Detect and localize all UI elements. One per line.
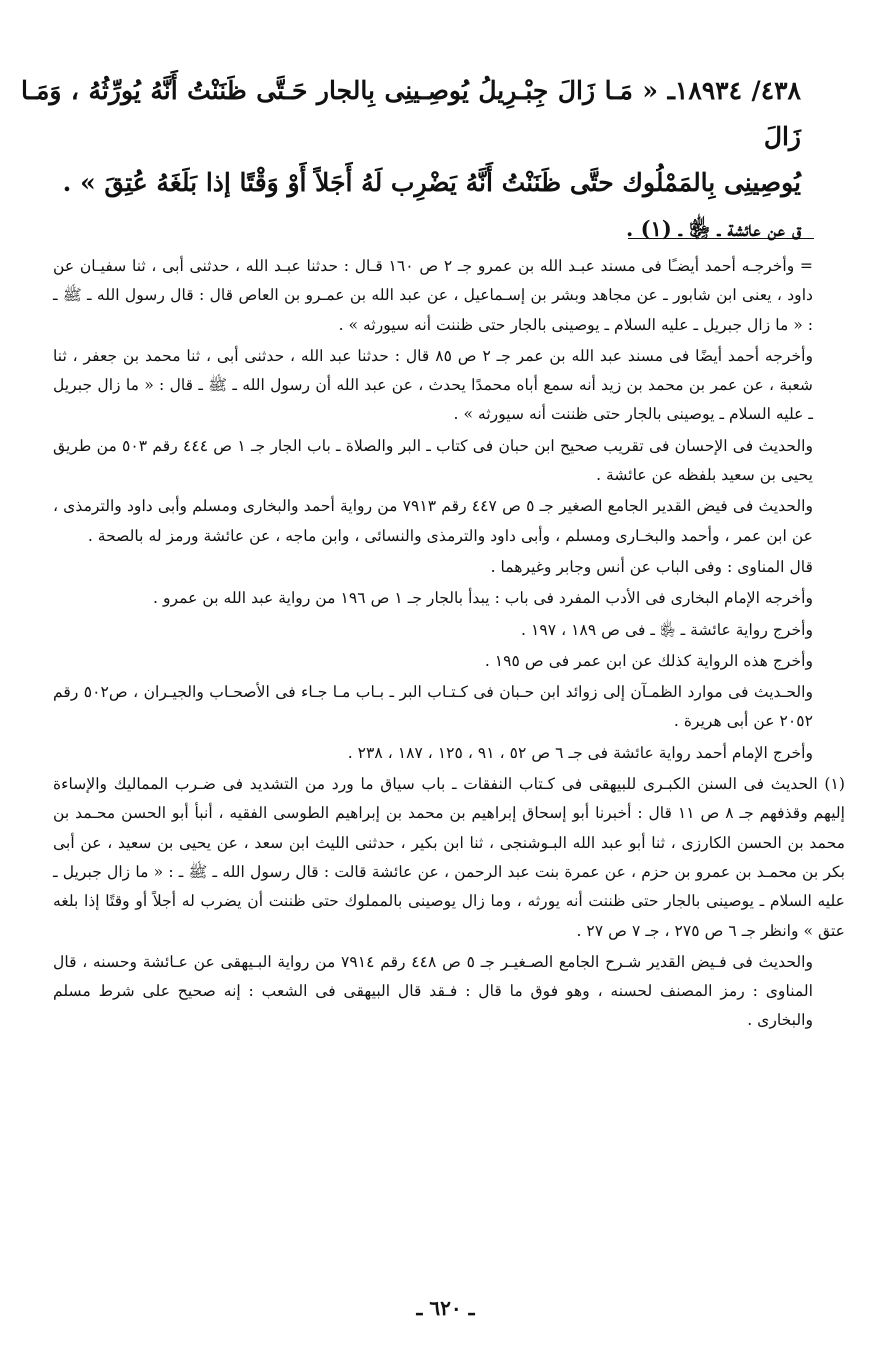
hadith-text bbox=[21, 68, 801, 252]
note-paragraph: والحديث فى فـيض القدير شـرح الجامع الصـغيـر جـ ٥ ص ٤٤٨ رقم ٧٩١٤ من رواية البـيهقى عن عـائشة وحسنه ، قال المناوى : رمز المصنف لحسنه ، وهو فوق ما قال : فـقد قال البيهقى فى الشعب : إنه صحيح على شرط مسلم والبخارى . bbox=[53, 952, 813, 1030]
footnote-separator bbox=[628, 238, 814, 239]
note-paragraph: وأخرج الإمام أحمد رواية عائشة فى جـ ٦ ص ٥٢ ، ٩١ ، ١٢٥ ، ١٨٧ ، ٢٣٨ . bbox=[347, 743, 813, 762]
note-paragraph: وأخرجه أحمد أيضًا فى مسند عبد الله بن عمر جـ ٢ ص ٨٥ قال : حدثنا عبد الله ، حدثنى أبى ، ثنا محمد بن جعفر ، ثنا شعبة ، عن عمر بن محمد بن زيد أنه سمع أباه محمدًا يحدث ، عن عبد الله أن رسول الله ـ ﷺ ـ قال : « ما زال جبريل ـ عليه السلام ـ يوصينى بالجار حتى ظننت أنه سيورثه » . bbox=[53, 346, 813, 424]
hadith-line-1: ٤٣٨/ ١٨٩٣٤ـ « مَـا زَالَ جِبْـرِيلُ يُوصِـينِى بِالجار حَـتَّى ظَنَنْتُ أَنَّهُ يُورِّثُهُ ، وَمَـا زَالَ bbox=[21, 76, 801, 151]
note-paragraph: والحديث فى فيض القدير الجامع الصغير جـ ٥ ص ٤٤٧ رقم ٧٩١٣ من رواية أحمد والبخارى ومسلم وأبى داود والترمذى ، عن ابن عمر ، وأحمد والبخـارى ومسلم ، وأبى داود والترمذى والنسائى ، وابن ماجه ، عن عائشة ورمز له بالصحة . bbox=[53, 497, 813, 545]
hadith-source: ق عن عائشة ـ ﵂ ـ (١) . bbox=[625, 216, 801, 241]
note-paragraph: وأخرج هذه الرواية كذلك عن ابن عمر فى ص ١٩٥ . bbox=[484, 651, 813, 670]
footnotes bbox=[53, 252, 845, 1038]
note-paragraph: وأخرجه الإمام البخارى فى الأدب المفرد فى باب : يبدأ بالجار جـ ١ ص ١٩٦ من رواية عبد الله بن عمرو . bbox=[153, 589, 813, 608]
note-paragraph: وأخرج رواية عائشة ـ ﵂ ـ فى ص ١٨٩ ، ١٩٧ . bbox=[521, 620, 813, 639]
note-paragraph: والحديث فى الإحسان فى تقريب صحيح ابن حبان فى كتاب ـ البر والصلاة ـ باب الجار جـ ١ ص ٤٤٤ رقم ٥٠٣ من طريق يحيى بن سعيد بلفظه عن عائشة . bbox=[53, 436, 813, 485]
page-number: ـ ٦٢٠ ـ bbox=[416, 1296, 475, 1320]
note-paragraph: قال المناوى : وفى الباب عن أنس وجابر وغيرهما . bbox=[490, 557, 813, 576]
footnote-1: (١) الحديث فى السنن الكبـرى للبيهقى فى كـتاب النفقات ـ باب سياق ما ورد من التشديد فى ضـرب المماليك والإساءة إليهم وقذفهم جـ ٨ ص ١١ قال : أخبرنا أبو إسحاق إبراهيم بن محمد بن إبراهيم الطوسى الفقيه ، أنبأ أبو الحسن محـمد بن محمد بن الحسن الكارزى ، ثنا أبو عبد الله البـوشنجى ، ثنا ابن بكير ، حدثنى الليث ابن سعد ، عن يحيى بن سعيد ، عن أبى بكر بن محمـد بن عمرو بن حزم ، عن عمرة بنت عبد الرحمن ، عن عائشة قالت : قال رسول الله ـ ﷺ ـ : « ما زال جبريل ـ عليه السلام ـ يوصينى بالجار حتى ظننت أنه يورثه ، وما زال يوصينى بالمملوك حتى ظننت أن يضرب له أجلاً أو وقتًا إذا بلغه عتق » وانظر جـ ٦ ص ٢٧٥ ، جـ ٧ ص ٢٧ . bbox=[53, 775, 845, 940]
note-paragraph: = وأخرجـه أحمد أيضـًا فى مسند عبـد الله بن عمرو جـ ٢ ص ١٦٠ قـال : حدثنا عبـد الله ، حدثنى أبى ، ثنا سفيـان عن داود ، يعنى ابن شابور ـ عن مجاهد وبشر بن إسـماعيل ، عن عبد الله بن عمـرو بن العاص قال : قال رسول الله ـ ﷺ ـ : « ما زال جبريل ـ عليه السلام ـ يوصينى بالجار حتى ظننت أنه سيورثه » . bbox=[53, 257, 813, 334]
note-paragraph: والحـديث فى موارد الظمـآن إلى زوائد ابن حـبان فى كـتـاب البر ـ بـاب مـا جـاء فى الأصحـاب والجيـران ، ص٥٠٢ رقم ٢٠٥٢ عن أبى هريرة . bbox=[53, 683, 813, 731]
hadith-line-2: يُوصِينِى بِالمَمْلُوك حتَّى ظَنَنْتُ أَنَّهُ يَضْرِب لَهُ أَجَلاً أَوْ وَقْتًا إذا بَلَغَهُ عُتِقَ » . bbox=[62, 168, 801, 197]
